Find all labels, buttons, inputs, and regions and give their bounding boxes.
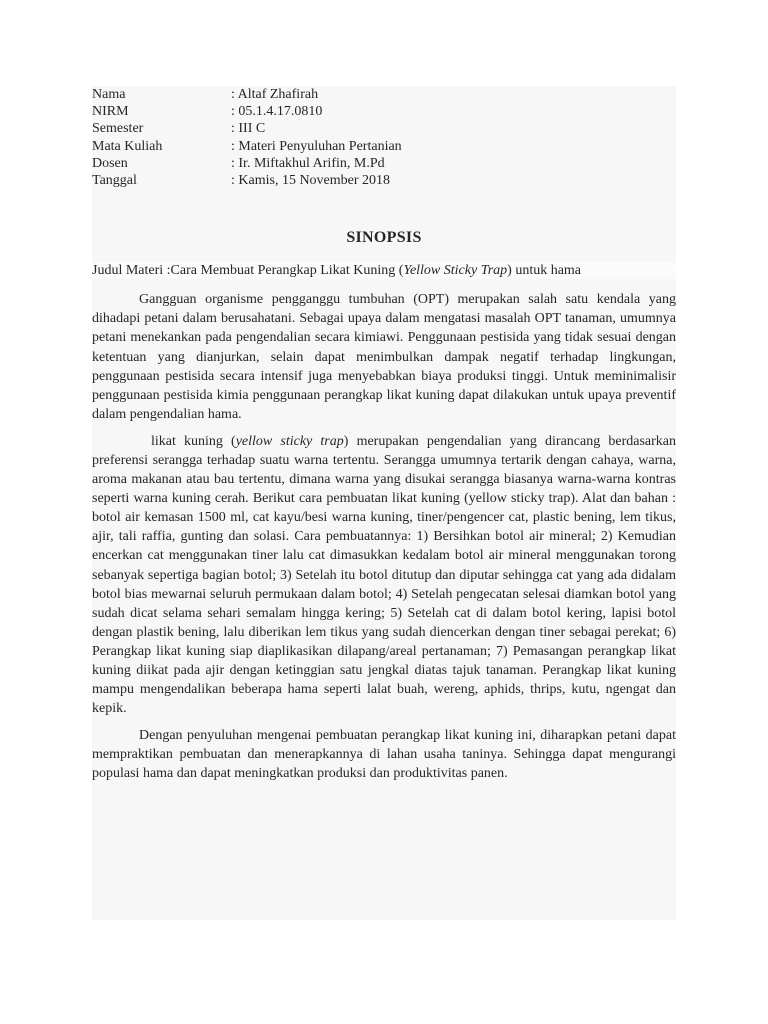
info-value: : III C (231, 121, 266, 137)
student-info-table (92, 86, 676, 189)
info-row-dosen (92, 155, 676, 172)
info-value: : Ir. Miftakhul Arifin, M.Pd (231, 155, 385, 171)
info-row-nama (92, 86, 676, 103)
info-label: NIRM (92, 104, 129, 120)
subject-prefix: Judul Materi :Cara Membuat Perangkap Likat Kuning ( (92, 263, 404, 279)
info-label: Semester (92, 121, 144, 137)
subject-italic: Yellow Sticky Trap (403, 263, 508, 279)
info-value: : Materi Penyuluhan Pertanian (231, 138, 402, 154)
info-row-mata-kuliah (92, 138, 676, 155)
info-label: Tanggal (92, 173, 137, 189)
info-row-tanggal (92, 172, 676, 189)
document-content (92, 86, 676, 784)
info-row-nirm (92, 103, 676, 120)
info-value: : 05.1.4.17.0810 (231, 104, 323, 120)
info-label: Nama (92, 87, 126, 102)
info-row-semester (92, 120, 676, 137)
info-value: : Kamis, 15 November 2018 (231, 173, 391, 189)
paragraph-3 (92, 726, 676, 783)
paragraph-3-text: Dengan penyuluhan mengenai pembuatan perangkap likat kuning ini, diharapkan petani dapat mempraktikan pembuatan dan menerapkannya di lahan usaha taninya. Sehingga dapat mengurangi populasi hama dan dapat meningkatkan produksi dan produktivitas panen. (92, 728, 676, 782)
document-title: SINOPSIS (346, 229, 422, 247)
info-label: Mata Kuliah (92, 138, 163, 154)
paragraph-2-text: ) merupakan pengendalian yang dirancang berdasarkan preferensi serangga terhadap suatu warna tertentu. Serangga umumnya tertarik dengan cahaya, warna, aroma makanan atau bau tertentu, dimana warna yang disukai serangga biasanya warna-warna kontras seperti warna kuning cerah. Berikut cara pembuatan likat kuning (yellow sticky trap). Alat dan bahan : botol air kemasan 1500 ml, cat kayu/besi warna kuning, tiner/pengencer cat, plastic bening, lem tikus, ajir, tali raffia, gunting dan solasi. Cara pembuatannya: 1) Bersihkan botol air mineral; 2) Kemudian encerkan cat menggunakan tiner lalu cat dimasukkan kedalam botol air mineral menggunakan torong sebanyak sepertiga bagian botol; 3) Setelah itu botol ditutup dan diputar sehingga cat yang ada didalam botol bias mewarnai seluruh permukaan dalam botol; 4) Setelah pengecatan selesai diamkan botol yang sudah dicat selama sehari semalam hingga kering; 5) Setelah cat di dalam botol kering, lapisi botol dengan plastik bening, lalu diberikan lem tikus yang sudah diencerkan dengan tiner sebagai perekat; 6) Perangkap likat kuning siap diaplikasikan dilapang/areal pertanaman; 7) Pemasangan perangkap likat kuning diikat pada ajir dengan ketinggian satu jengkal diatas tajuk tanaman. Perangkap likat kuning mampu mengendalikan beberapa hama seperti lalat buah, wereng, aphids, thrips, kutu, ngengat dan kepik. (92, 433, 676, 717)
paragraph-2-prefix: likat kuning ( (151, 433, 236, 449)
subject-suffix: ) untuk hama (507, 263, 582, 279)
paragraph-1 (92, 290, 676, 424)
paragraph-2-italic: yellow sticky trap (235, 433, 344, 449)
info-label: Dosen (92, 155, 128, 171)
subject-line (92, 262, 676, 279)
info-value: : Altaf Zhafirah (231, 87, 319, 102)
paragraph-1-text: Gangguan organisme pengganggu tumbuhan (OPT) merupakan salah satu kendala yang dihadapi petani dalam berusahatani. Sebagai upaya dalam mengatasi masalah OPT tanaman, umumnya petani menekankan pada pengendalian secara kimiawi. Penggunaan pestisida yang tidak sesuai dengan ketentuan yang dianjurkan, selain dapat menimbulkan dampak negatif terhadap lingkungan, penggunaan pestisida secara intensif juga menyebabkan biaya produksi tinggi. Untuk meminimalisir penggunaan pestisida kimia penggunaan perangkap likat kuning dapat dilakukan untuk upaya preventif dalam pengendalian hama. (92, 292, 676, 422)
paragraph-2 (92, 432, 676, 718)
